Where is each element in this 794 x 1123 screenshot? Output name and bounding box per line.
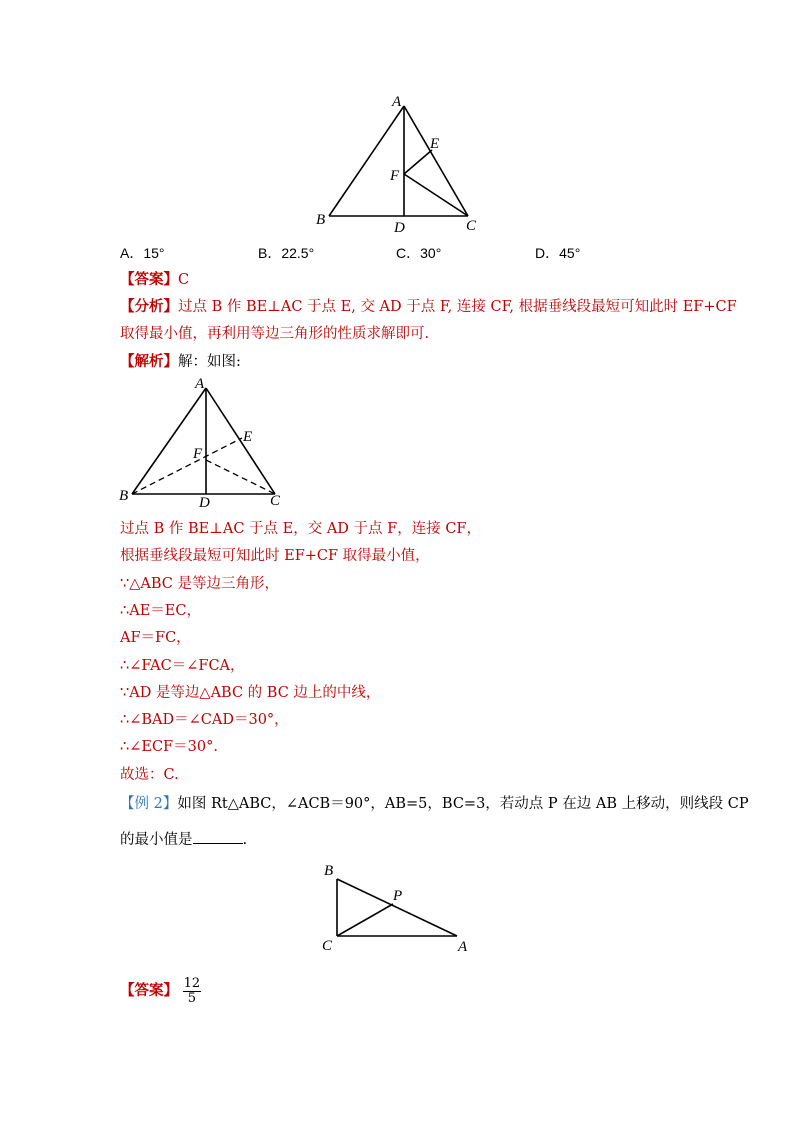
side-ac: [206, 388, 275, 494]
side-ab: [329, 106, 404, 216]
example-2-line-1: 【例 2】如图 Rt△ABC，∠ACB＝90°，AB=5，BC=3，若动点 P 在边 AB 上移动，则线段 CP: [120, 796, 749, 812]
label-a: A: [392, 94, 402, 110]
solution-step-6: ∴∠FAC＝∠FCA，: [120, 658, 245, 674]
label-b: B: [324, 863, 334, 879]
figure-3-right-triangle: [315, 858, 480, 958]
label-f: F: [193, 446, 203, 462]
analysis-line-1: 【分析】过点 B 作 BE⊥AC 于点 E, 交 AD 于点 F, 连接 CF, 根据垂线段最短可知此时 EF+CF: [120, 298, 737, 315]
answer-1: 【答案】C: [120, 271, 190, 288]
solution-step-7: ∵AD 是等边△ABC 的 BC 边上的中线，: [120, 685, 381, 701]
label-a: A: [458, 939, 468, 955]
segment-cp: [337, 904, 393, 936]
label-p: P: [393, 888, 403, 904]
figure-1-triangle: [300, 92, 500, 237]
label-c: C: [270, 493, 281, 509]
solution-header: 【解析】解：如图:: [120, 353, 241, 370]
option-d: D．45°: [535, 245, 581, 261]
label-e: E: [430, 136, 440, 152]
answer-2: 【答案】 $\frac{12}{5}$: [120, 975, 201, 1006]
label-d: D: [394, 220, 405, 236]
answer-fraction: $\frac{12}{5}$: [183, 975, 201, 1006]
answer-blank: [193, 829, 243, 844]
dashed-be: [132, 438, 242, 494]
solution-step-2: 根据垂线段最短可知此时 EF+CF 取得最小值，: [120, 548, 430, 564]
label-b: B: [316, 212, 326, 228]
example-2-line-2: 的最小值是 .: [120, 829, 247, 850]
label-a: A: [195, 376, 205, 392]
side-ab: [132, 388, 206, 494]
solution-step-9: ∴∠ECF＝30°.: [120, 739, 218, 755]
label-f: F: [390, 168, 400, 184]
option-b: B．22.5°: [258, 245, 315, 261]
option-a: A．15°: [120, 245, 165, 261]
option-c: C．30°: [396, 245, 442, 261]
solution-step-1: 过点 B 作 BE⊥AC 于点 E，交 AD 于点 F，连接 CF，: [120, 521, 481, 537]
segment-fe: [404, 150, 432, 174]
figure-2-triangle: [115, 374, 295, 510]
segment-fc: [404, 174, 468, 216]
side-ac: [404, 106, 468, 216]
solution-step-8: ∴∠BAD＝∠CAD＝30°，: [120, 712, 289, 728]
label-e: E: [243, 429, 253, 445]
label-c: C: [466, 218, 477, 234]
label-c: C: [322, 938, 333, 954]
solution-step-4: ∴AE＝EC，: [120, 603, 201, 619]
solution-step-5: AF＝FC，: [120, 630, 191, 646]
solution-step-3: ∵△ABC 是等边三角形，: [120, 576, 279, 592]
label-b: B: [119, 488, 129, 504]
solution-choice: 故选：C.: [120, 767, 179, 783]
label-d: D: [199, 495, 210, 510]
analysis-line-2: 取得最小值，再利用等边三角形的性质求解即可.: [120, 326, 430, 342]
